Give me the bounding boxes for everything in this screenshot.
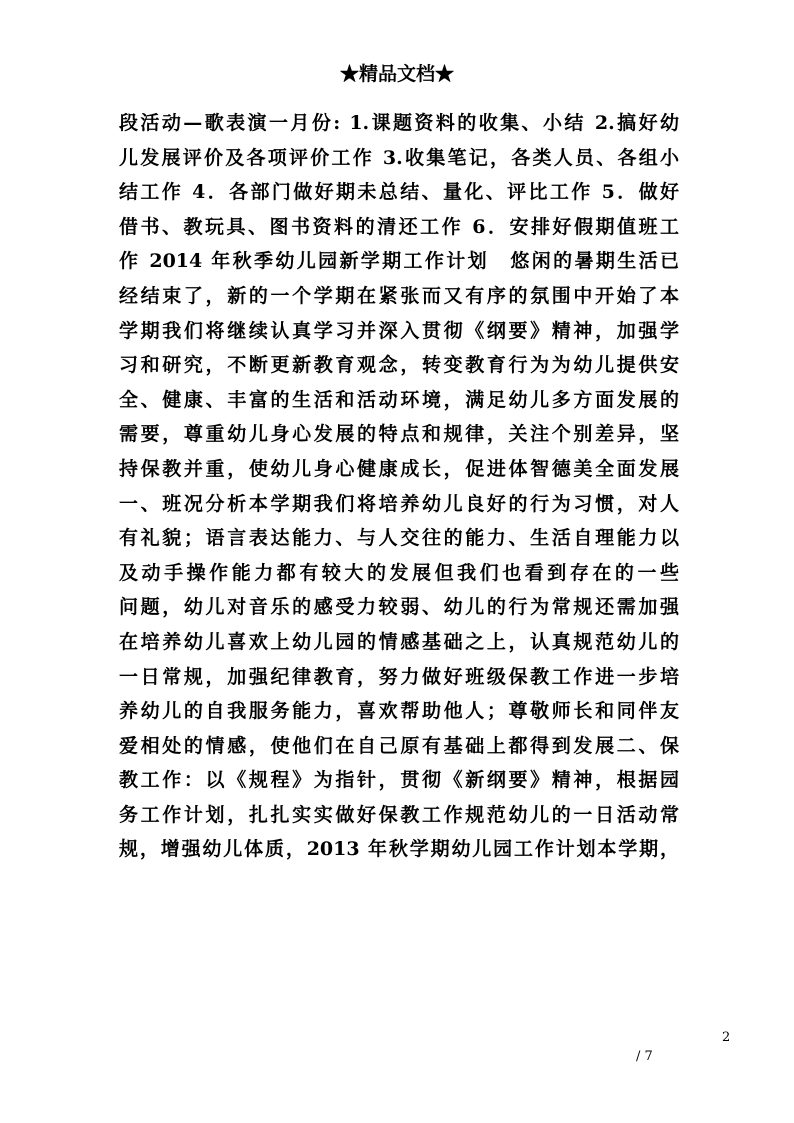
body-line: 及动手操作能力都有较大的发展但我们也看到存在的一些 <box>119 561 679 584</box>
document-body <box>119 106 679 867</box>
body-line: 有礼貌；语言表达能力、与人交往的能力、生活自理能力以 <box>119 527 679 550</box>
body-line: 全、健康、丰富的生活和活动环境，满足幼儿多方面发展的 <box>119 388 679 411</box>
body-line: 爱相处的情感，使他们在自己原有基础上都得到发展二、保 <box>119 734 679 757</box>
document-header-title: ★精品文档★ <box>339 63 454 85</box>
body-line: 教工作：以《规程》为指针，贯彻《新纲要》精神，根据园 <box>119 769 679 792</box>
page-total: / 7 <box>636 1049 653 1064</box>
body-line: 问题，幼儿对音乐的感受力较弱、幼儿的行为常规还需加强 <box>119 596 679 619</box>
body-line: 习和研究，不断更新教育观念，转变教育行为为幼儿提供安 <box>119 354 679 377</box>
body-line: 规，增强幼儿体质，2013 年秋学期幼儿园工作计划本学期， <box>119 838 679 861</box>
body-line: 在培养幼儿喜欢上幼儿园的情感基础之上，认真规范幼儿的 <box>119 630 679 653</box>
body-line: 儿发展评价及各项评价工作 3.收集笔记，各类人员、各组小 <box>119 146 679 169</box>
body-line: 一日常规，加强纪律教育，努力做好班级保教工作进一步培 <box>119 665 679 688</box>
body-line: 借书、教玩具、图书资料的清还工作 6．安排好假期值班工 <box>119 215 679 238</box>
body-line: 需要，尊重幼儿身心发展的特点和规律，关注个别差异，坚 <box>119 423 679 446</box>
body-line: 一、班况分析本学期我们将培养幼儿良好的行为习惯，对人 <box>119 492 679 515</box>
body-line: 学期我们将继续认真学习并深入贯彻《纲要》精神，加强学 <box>119 319 679 342</box>
body-line: 段活动—歌表演一月份: 1.课题资料的收集、小结 2.搞好幼 <box>119 112 679 134</box>
body-line: 作 2014 年秋季幼儿园新学期工作计划 悠闲的暑期生活已 <box>119 250 679 273</box>
body-line: 持保教并重，使幼儿身心健康成长，促进体智德美全面发展 <box>119 457 679 480</box>
body-line: 养幼儿的自我服务能力，喜欢帮助他人；尊敬师长和同伴友 <box>119 700 679 723</box>
page-number: 2 <box>722 1030 731 1045</box>
body-line: 结工作 4．各部门做好期未总结、量化、评比工作 5．做好 <box>119 181 679 204</box>
body-line: 务工作计划，扎扎实实做好保教工作规范幼儿的一日活动常 <box>119 803 679 826</box>
body-line: 经结束了，新的一个学期在紧张而又有序的氛围中开始了本 <box>119 284 679 307</box>
